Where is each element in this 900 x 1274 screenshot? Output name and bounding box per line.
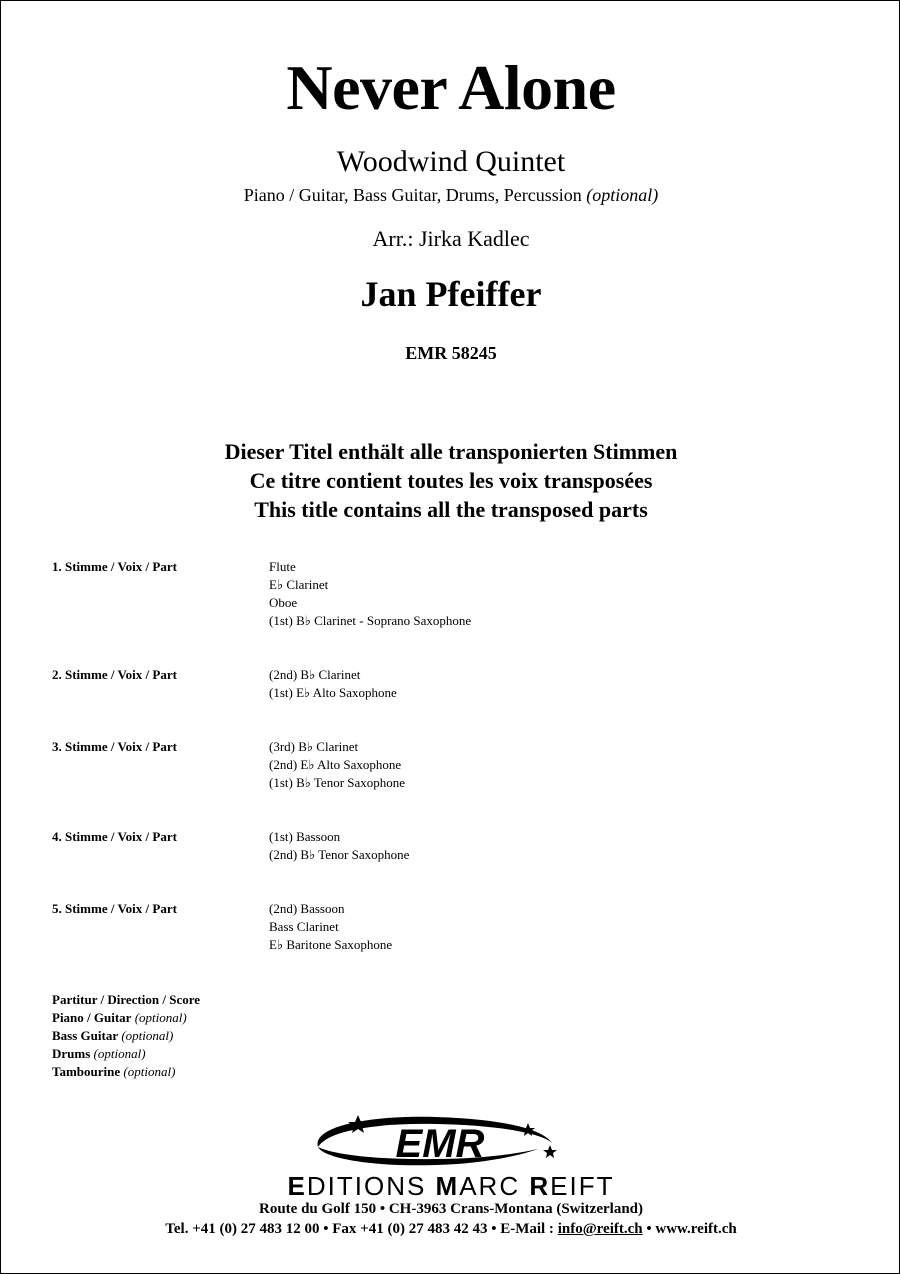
- part-label: 1. Stimme / Voix / Part: [52, 559, 177, 574]
- extra-part-item: [52, 1045, 200, 1063]
- notice-french: Ce titre contient toutes les voix transposées: [249, 468, 653, 493]
- instrument-item: (1st) Bassoon: [269, 829, 341, 844]
- logo-text: EMR: [395, 1122, 485, 1166]
- instrumentation-line: [1, 185, 900, 206]
- extra-part-item: [52, 991, 200, 1009]
- publisher-name: EDITIONS MARC REIFT: [287, 1171, 615, 1201]
- instrument-item: (2nd) E♭ Alto Saxophone: [269, 757, 402, 772]
- extra-part-name: Tambourine: [52, 1064, 121, 1079]
- part-label: 2. Stimme / Voix / Part: [52, 667, 177, 682]
- piece-title: Never Alone: [286, 52, 616, 123]
- instrument-item: E♭ Baritone Saxophone: [269, 937, 393, 952]
- extra-part-name: Bass Guitar: [52, 1028, 119, 1043]
- part-instrument-list: [269, 558, 471, 630]
- part-label: 3. Stimme / Voix / Part: [52, 739, 177, 754]
- extra-part-name: Drums: [52, 1046, 91, 1061]
- instrument-item: (2nd) B♭ Clarinet: [269, 667, 361, 682]
- publisher-address: Route du Golf 150 • CH-3963 Crans-Montana (Switzerland): [259, 1201, 643, 1217]
- ensemble-subtitle: Woodwind Quintet: [336, 145, 566, 178]
- extra-part-note: (optional): [93, 1046, 146, 1061]
- arranger-credit: Arr.: Jirka Kadlec: [372, 226, 530, 251]
- extra-part-name: Partitur / Direction / Score: [52, 992, 201, 1007]
- notice-english: This title contains all the transposed parts: [254, 497, 648, 522]
- email-link[interactable]: info@reift.ch: [557, 1221, 643, 1237]
- instrument-item: (1st) B♭ Tenor Saxophone: [269, 775, 406, 790]
- contact-phone-fax: Tel. +41 (0) 27 483 12 00 • Fax +41 (0) 27 483 42 43 • E-Mail :: [165, 1221, 558, 1237]
- composer-name: Jan Pfeiffer: [360, 274, 542, 314]
- extra-part-note: (optional): [134, 1010, 187, 1025]
- instrument-item: Flute: [269, 559, 296, 574]
- instrument-item: (3rd) B♭ Clarinet: [269, 739, 359, 754]
- part-label: 5. Stimme / Voix / Part: [52, 901, 177, 916]
- part-instrument-list: [269, 828, 409, 864]
- instrument-item: (2nd) B♭ Tenor Saxophone: [269, 847, 410, 862]
- extra-part-note: (optional): [121, 1028, 174, 1043]
- extra-part-item: [52, 1009, 200, 1027]
- catalog-number: EMR 58245: [405, 343, 497, 363]
- transposed-parts-notice: [1, 437, 900, 524]
- part-label: 4. Stimme / Voix / Part: [52, 829, 177, 844]
- extra-part-item: [52, 1027, 200, 1045]
- extra-parts-list: [52, 991, 200, 1081]
- instrument-item: E♭ Clarinet: [269, 577, 329, 592]
- part-instrument-list: [269, 900, 392, 954]
- instrument-item: (1st) E♭ Alto Saxophone: [269, 685, 397, 700]
- website-text: • www.reift.ch: [642, 1221, 737, 1237]
- extra-part-note: (optional): [123, 1064, 176, 1079]
- instrumentation-text: Piano / Guitar, Bass Guitar, Drums, Percussion: [243, 185, 582, 205]
- notice-german: Dieser Titel enthält alle transponierten Stimmen: [224, 439, 678, 464]
- publisher-contact: [1, 1221, 900, 1238]
- extra-part-name: Piano / Guitar: [52, 1010, 132, 1025]
- part-instrument-list: [269, 666, 397, 702]
- emr-logo: [306, 1109, 566, 1171]
- instrument-item: (1st) B♭ Clarinet - Soprano Saxophone: [269, 613, 472, 628]
- instrumentation-optional: (optional): [586, 185, 659, 205]
- extra-part-item: [52, 1063, 200, 1081]
- instrument-item: Oboe: [269, 595, 298, 610]
- instrument-item: (2nd) Bassoon: [269, 901, 345, 916]
- instrument-item: Bass Clarinet: [269, 919, 339, 934]
- part-instrument-list: [269, 738, 405, 792]
